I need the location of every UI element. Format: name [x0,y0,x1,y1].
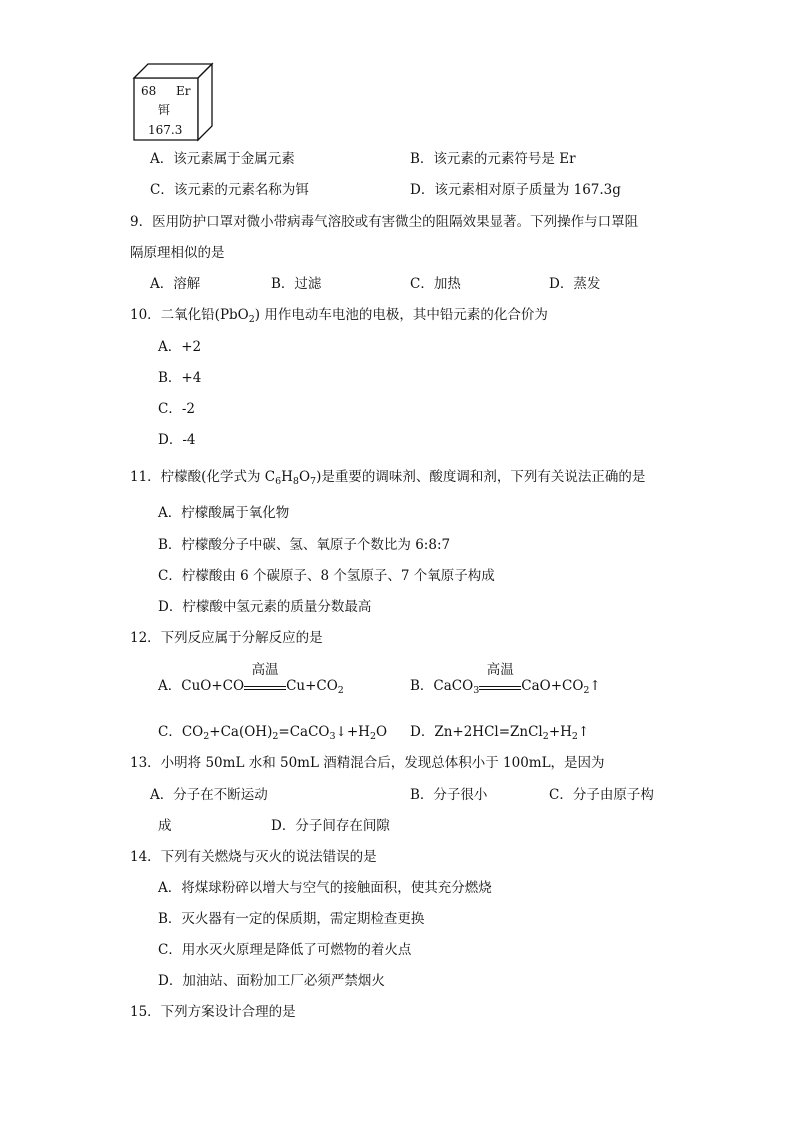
q12-b-condition [479,662,521,695]
q12-a-condition-label: 高温 [251,662,279,678]
q11-option-c: C．柠檬酸由 6 个碳原子、8 个氢原子、7 个氧原子构成 [158,568,495,584]
q8-option-c: C．该元素的元素名称为铒 [150,182,309,198]
q14-option-c: C．用水灭火原理是降低了可燃物的着火点 [158,942,412,958]
q9-stem-line2: 隔原理相似的是 [130,245,225,261]
q12-b-equal-line2 [479,689,521,690]
q14-option-d: D．加油站、面粉加工厂必须严禁烟火 [158,973,385,989]
q13-option-c: C．分子由原子构 [549,787,654,803]
q11-formula-h: H [281,469,293,485]
q12-c-sub2: 2 [272,731,279,742]
q12-d-part3: ↑ [577,724,590,740]
q8-option-b: B．该元素的元素符号是 Er [410,151,576,167]
q12-option-a [158,662,344,700]
q11-option-a: A．柠檬酸属于氧化物 [158,505,290,521]
q12-c-part4: ↓+H [335,724,370,740]
q11-option-b: B．柠檬酸分子中碳、氢、氧原子个数比为 6:8:7 [158,537,451,553]
q12-option-d [410,723,589,746]
q13-option-c-continued: 成 [158,818,172,834]
q11-formula-sub-c: 6 [275,476,282,487]
q12-b-sub2: 2 [583,685,590,696]
q12-a-sub: 2 [337,685,344,696]
q13-option-b: B．分子很小 [410,787,488,803]
q12-a-reactants: A．CuO+CO [158,678,245,694]
q8-option-d: D．该元素相对原子质量为 167.3g [410,182,621,198]
q12-b-sub1: 3 [473,685,480,696]
q9-option-d: D．蒸发 [549,276,601,292]
q12-c-part5: O [376,724,388,740]
q11-formula-o: O [298,469,311,485]
q12-b-reactants: B．CaCO [410,678,474,694]
q11-stem-pre: 11．柠檬酸(化学式为 C [130,469,276,485]
q10-option-c: C．-2 [158,401,195,417]
q13-option-a: A．分子在不断运动 [150,787,268,803]
q11-stem [130,468,645,491]
q12-c-part1: C．CO [158,724,204,740]
q12-c-part3: =CaCO [278,724,330,740]
q10-option-b: B．+4 [158,370,202,386]
q12-a-equal-line1 [244,686,286,687]
q12-a-equal-line2 [244,689,286,690]
q12-option-b [410,662,601,700]
q12-option-c [158,723,387,746]
q11-formula-sub-h: 8 [292,476,299,487]
q12-b-equal-line1 [479,686,521,687]
q14-option-a: A．将煤球粉碎以增大与空气的接触面积，使其充分燃烧 [158,880,492,896]
q12-b-condition-label: 高温 [486,662,514,678]
q10-stem-sub: 2 [248,314,255,325]
q12-d-part1: D．Zn+2HCl=ZnCl [410,724,543,740]
q12-a-products: Cu+CO [286,678,338,694]
atomic-number: 68 [141,84,157,98]
q12-d-part2: +H [548,724,572,740]
q11-option-d: D．柠檬酸中氢元素的质量分数最高 [158,599,372,615]
q10-stem-pre: 10．二氧化铅(PbO [130,307,249,323]
element-card [130,62,214,142]
q12-b-products: CaO+CO [521,678,584,694]
q14-stem: 14．下列有关燃烧与灭火的说法错误的是 [130,849,377,865]
q10-stem [130,306,548,329]
q10-option-d: D．-4 [158,432,196,448]
q11-stem-post: )是重要的调味剂、酸度调和剂，下列有关说法正确的是 [316,469,646,485]
q8-option-a: A．该元素属于金属元素 [150,151,295,167]
q12-c-sub4: 2 [369,731,376,742]
q13-stem: 13．小明将 50mL 水和 50mL 酒精混合后，发现总体积小于 100mL，是因为 [130,755,605,771]
q10-stem-post: ) 用作电动车电池的电极，其中铅元素的化合价为 [254,307,548,323]
atomic-mass: 167.3 [148,123,183,137]
q11-formula-sub-o: 7 [310,476,317,487]
q12-b-gas-arrow: ↑ [589,678,601,694]
q13-option-d: D．分子间存在间隙 [271,818,390,834]
q9-option-c: C．加热 [410,276,461,292]
q9-option-a: A．溶解 [150,276,201,292]
q12-stem: 12．下列反应属于分解反应的是 [130,630,323,646]
q12-c-part2: +Ca(OH) [209,724,273,740]
q9-stem-line1: 9．医用防护口罩对微小带病毒气溶胶或有害微尘的阻隔效果显著。下列操作与口罩阻 [130,214,639,230]
q12-c-sub1: 2 [203,731,210,742]
q12-a-condition [244,662,286,695]
q10-option-a: A．+2 [158,339,202,355]
q9-option-b: B．过滤 [271,276,322,292]
q12-d-sub1: 2 [542,731,549,742]
q12-d-sub2: 2 [571,731,578,742]
element-name: 铒 [158,103,171,117]
q12-c-sub3: 3 [329,731,336,742]
element-symbol: Er [176,84,191,98]
q14-option-b: B．灭火器有一定的保质期，需定期检查更换 [158,911,425,927]
q15-stem: 15．下列方案设计合理的是 [130,1004,296,1020]
